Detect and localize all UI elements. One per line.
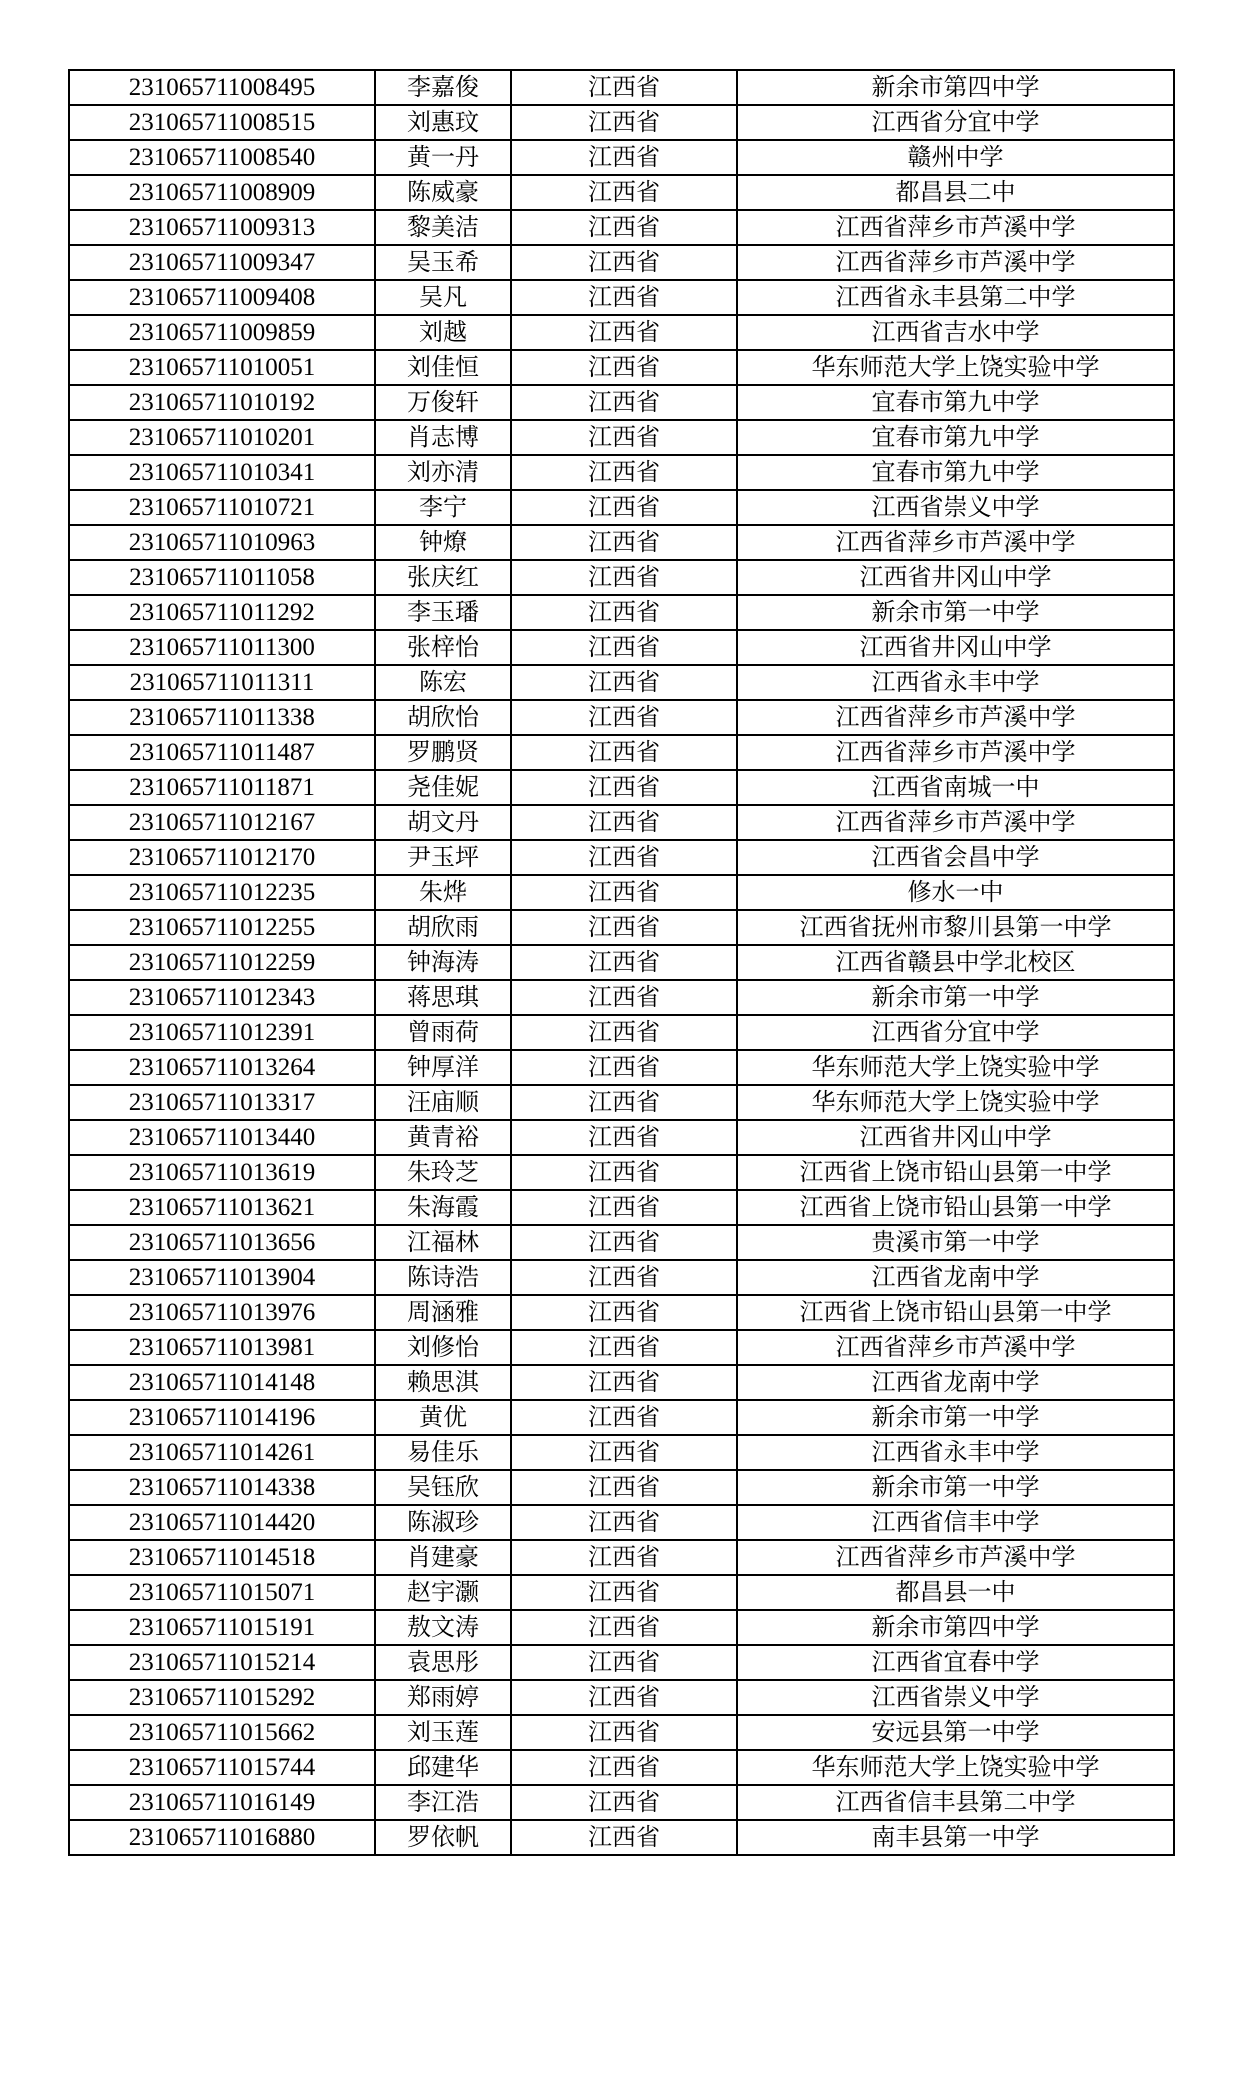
candidate-id-cell: 231065711011058 [69,560,375,595]
table-row [69,840,1174,875]
school-cell: 江西省分宜中学 [737,1015,1174,1050]
table-row [69,1260,1174,1295]
candidate-id-cell: 231065711011871 [69,770,375,805]
table-row [69,1015,1174,1050]
candidate-id-cell: 231065711010963 [69,525,375,560]
school-cell: 都昌县二中 [737,175,1174,210]
table-row [69,1785,1174,1820]
province-cell: 江西省 [511,875,737,910]
table-row [69,1400,1174,1435]
candidate-id-cell: 231065711015292 [69,1680,375,1715]
school-cell: 华东师范大学上饶实验中学 [737,350,1174,385]
province-cell: 江西省 [511,735,737,770]
student-name-cell: 陈威豪 [375,175,511,210]
table-row [69,175,1174,210]
student-name-cell: 尹玉坪 [375,840,511,875]
province-cell: 江西省 [511,1050,737,1085]
candidate-id-cell: 231065711015071 [69,1575,375,1610]
table-row [69,1610,1174,1645]
student-name-cell: 李嘉俊 [375,70,511,105]
student-name-cell: 黄优 [375,1400,511,1435]
province-cell: 江西省 [511,1225,737,1260]
table-row [69,1540,1174,1575]
school-cell: 江西省抚州市黎川县第一中学 [737,910,1174,945]
candidate-id-cell: 231065711009347 [69,245,375,280]
table-row [69,1645,1174,1680]
table-row [69,1330,1174,1365]
school-cell: 贵溪市第一中学 [737,1225,1174,1260]
province-cell: 江西省 [511,1715,737,1750]
province-cell: 江西省 [511,490,737,525]
table-row [69,945,1174,980]
candidate-id-cell: 231065711010721 [69,490,375,525]
candidate-id-cell: 231065711010341 [69,455,375,490]
candidate-id-cell: 231065711015214 [69,1645,375,1680]
province-cell: 江西省 [511,805,737,840]
candidate-id-cell: 231065711010201 [69,420,375,455]
student-name-cell: 胡文丹 [375,805,511,840]
school-cell: 华东师范大学上饶实验中学 [737,1050,1174,1085]
province-cell: 江西省 [511,1750,737,1785]
school-cell: 宜春市第九中学 [737,420,1174,455]
student-name-cell: 朱玲芝 [375,1155,511,1190]
school-cell: 江西省信丰中学 [737,1505,1174,1540]
student-name-cell: 万俊轩 [375,385,511,420]
table-row [69,1120,1174,1155]
school-cell: 江西省萍乡市芦溪中学 [737,1540,1174,1575]
table-row [69,140,1174,175]
table-row [69,1505,1174,1540]
table-row [69,1190,1174,1225]
student-name-cell: 黄一丹 [375,140,511,175]
student-name-cell: 蒋思琪 [375,980,511,1015]
table-row [69,805,1174,840]
school-cell: 赣州中学 [737,140,1174,175]
candidate-id-cell: 231065711013976 [69,1295,375,1330]
table-row [69,1225,1174,1260]
student-name-cell: 尧佳妮 [375,770,511,805]
student-name-cell: 赖思淇 [375,1365,511,1400]
province-cell: 江西省 [511,1680,737,1715]
student-name-cell: 吴钰欣 [375,1470,511,1505]
school-cell: 江西省井冈山中学 [737,630,1174,665]
province-cell: 江西省 [511,595,737,630]
candidate-id-cell: 231065711013440 [69,1120,375,1155]
province-cell: 江西省 [511,175,737,210]
province-cell: 江西省 [511,1260,737,1295]
province-cell: 江西省 [511,1610,737,1645]
table-row [69,1295,1174,1330]
school-cell: 江西省崇义中学 [737,1680,1174,1715]
table-row [69,1470,1174,1505]
table-row [69,560,1174,595]
candidate-id-cell: 231065711012259 [69,945,375,980]
candidate-id-cell: 231065711011338 [69,700,375,735]
province-cell: 江西省 [511,1645,737,1680]
school-cell: 江西省萍乡市芦溪中学 [737,245,1174,280]
province-cell: 江西省 [511,1330,737,1365]
student-name-cell: 罗鹏贤 [375,735,511,770]
province-cell: 江西省 [511,525,737,560]
candidate-id-cell: 231065711009408 [69,280,375,315]
province-cell: 江西省 [511,910,737,945]
province-cell: 江西省 [511,700,737,735]
school-cell: 宜春市第九中学 [737,455,1174,490]
province-cell: 江西省 [511,420,737,455]
candidate-id-cell: 231065711008515 [69,105,375,140]
province-cell: 江西省 [511,70,737,105]
candidate-id-cell: 231065711011311 [69,665,375,700]
student-name-cell: 刘佳恒 [375,350,511,385]
school-cell: 江西省吉水中学 [737,315,1174,350]
table-row [69,455,1174,490]
province-cell: 江西省 [511,245,737,280]
candidate-id-cell: 231065711012255 [69,910,375,945]
student-name-cell: 吴凡 [375,280,511,315]
candidate-id-cell: 231065711015662 [69,1715,375,1750]
province-cell: 江西省 [511,455,737,490]
school-cell: 华东师范大学上饶实验中学 [737,1085,1174,1120]
province-cell: 江西省 [511,665,737,700]
table-row [69,105,1174,140]
province-cell: 江西省 [511,1295,737,1330]
candidate-id-cell: 231065711014196 [69,1400,375,1435]
school-cell: 江西省萍乡市芦溪中学 [737,525,1174,560]
province-cell: 江西省 [511,1015,737,1050]
table-row [69,210,1174,245]
student-name-cell: 朱烨 [375,875,511,910]
candidate-id-cell: 231065711012167 [69,805,375,840]
province-cell: 江西省 [511,1120,737,1155]
table-row [69,910,1174,945]
candidate-id-cell: 231065711014420 [69,1505,375,1540]
roster-table [68,69,1175,1856]
province-cell: 江西省 [511,980,737,1015]
school-cell: 江西省井冈山中学 [737,1120,1174,1155]
school-cell: 江西省会昌中学 [737,840,1174,875]
table-row [69,630,1174,665]
candidate-id-cell: 231065711014148 [69,1365,375,1400]
province-cell: 江西省 [511,1540,737,1575]
school-cell: 新余市第一中学 [737,980,1174,1015]
candidate-id-cell: 231065711011487 [69,735,375,770]
student-name-cell: 郑雨婷 [375,1680,511,1715]
school-cell: 新余市第四中学 [737,70,1174,105]
school-cell: 江西省萍乡市芦溪中学 [737,1330,1174,1365]
school-cell: 江西省上饶市铅山县第一中学 [737,1190,1174,1225]
student-name-cell: 黄青裕 [375,1120,511,1155]
table-row [69,770,1174,805]
school-cell: 江西省永丰中学 [737,1435,1174,1470]
student-name-cell: 朱海霞 [375,1190,511,1225]
table-row [69,280,1174,315]
student-name-cell: 刘惠玟 [375,105,511,140]
student-name-cell: 刘修怡 [375,1330,511,1365]
school-cell: 华东师范大学上饶实验中学 [737,1750,1174,1785]
table-row [69,980,1174,1015]
school-cell: 江西省永丰中学 [737,665,1174,700]
candidate-id-cell: 231065711012343 [69,980,375,1015]
candidate-id-cell: 231065711012235 [69,875,375,910]
student-name-cell: 张庆红 [375,560,511,595]
candidate-id-cell: 231065711013264 [69,1050,375,1085]
table-row [69,1435,1174,1470]
school-cell: 安远县第一中学 [737,1715,1174,1750]
province-cell: 江西省 [511,630,737,665]
student-name-cell: 刘越 [375,315,511,350]
student-name-cell: 钟海涛 [375,945,511,980]
table-row [69,1820,1174,1855]
student-name-cell: 黎美洁 [375,210,511,245]
table-row [69,315,1174,350]
school-cell: 江西省萍乡市芦溪中学 [737,210,1174,245]
student-name-cell: 陈宏 [375,665,511,700]
school-cell: 宜春市第九中学 [737,385,1174,420]
student-name-cell: 李宁 [375,490,511,525]
table-row [69,385,1174,420]
candidate-id-cell: 231065711010051 [69,350,375,385]
candidate-id-cell: 231065711008540 [69,140,375,175]
school-cell: 新余市第一中学 [737,1400,1174,1435]
province-cell: 江西省 [511,1505,737,1540]
table-row [69,525,1174,560]
school-cell: 新余市第四中学 [737,1610,1174,1645]
province-cell: 江西省 [511,280,737,315]
student-name-cell: 敖文涛 [375,1610,511,1645]
province-cell: 江西省 [511,1400,737,1435]
school-cell: 江西省龙南中学 [737,1365,1174,1400]
student-name-cell: 张梓怡 [375,630,511,665]
student-name-cell: 赵宇灏 [375,1575,511,1610]
school-cell: 江西省上饶市铅山县第一中学 [737,1295,1174,1330]
school-cell: 新余市第一中学 [737,595,1174,630]
province-cell: 江西省 [511,1155,737,1190]
table-row [69,735,1174,770]
province-cell: 江西省 [511,1820,737,1855]
student-name-cell: 刘玉莲 [375,1715,511,1750]
student-name-cell: 胡欣雨 [375,910,511,945]
table-row [69,1575,1174,1610]
province-cell: 江西省 [511,560,737,595]
student-name-cell: 肖建豪 [375,1540,511,1575]
student-name-cell: 胡欣怡 [375,700,511,735]
student-name-cell: 邱建华 [375,1750,511,1785]
table-row [69,70,1174,105]
province-cell: 江西省 [511,770,737,805]
table-row [69,1715,1174,1750]
table-row [69,1155,1174,1190]
table-row [69,245,1174,280]
school-cell: 江西省赣县中学北校区 [737,945,1174,980]
student-name-cell: 袁思彤 [375,1645,511,1680]
candidate-id-cell: 231065711014338 [69,1470,375,1505]
candidate-id-cell: 231065711008909 [69,175,375,210]
candidate-id-cell: 231065711015744 [69,1750,375,1785]
candidate-id-cell: 231065711009859 [69,315,375,350]
school-cell: 江西省分宜中学 [737,105,1174,140]
province-cell: 江西省 [511,140,737,175]
school-cell: 江西省永丰县第二中学 [737,280,1174,315]
student-name-cell: 陈淑珍 [375,1505,511,1540]
candidate-id-cell: 231065711015191 [69,1610,375,1645]
table-row [69,875,1174,910]
school-cell: 江西省信丰县第二中学 [737,1785,1174,1820]
province-cell: 江西省 [511,1470,737,1505]
candidate-id-cell: 231065711013656 [69,1225,375,1260]
student-name-cell: 刘亦清 [375,455,511,490]
candidate-id-cell: 231065711012391 [69,1015,375,1050]
table-row [69,665,1174,700]
candidate-id-cell: 231065711016149 [69,1785,375,1820]
student-name-cell: 钟厚洋 [375,1050,511,1085]
province-cell: 江西省 [511,210,737,245]
student-name-cell: 周涵雅 [375,1295,511,1330]
province-cell: 江西省 [511,945,737,980]
province-cell: 江西省 [511,315,737,350]
province-cell: 江西省 [511,385,737,420]
candidate-id-cell: 231065711011292 [69,595,375,630]
school-cell: 修水一中 [737,875,1174,910]
student-name-cell: 易佳乐 [375,1435,511,1470]
table-row [69,700,1174,735]
student-name-cell: 曾雨荷 [375,1015,511,1050]
student-name-cell: 江福林 [375,1225,511,1260]
candidate-id-cell: 231065711014518 [69,1540,375,1575]
student-name-cell: 钟燎 [375,525,511,560]
school-cell: 江西省宜春中学 [737,1645,1174,1680]
school-cell: 江西省上饶市铅山县第一中学 [737,1155,1174,1190]
school-cell: 江西省萍乡市芦溪中学 [737,805,1174,840]
table-row [69,1750,1174,1785]
table-row [69,1365,1174,1400]
candidate-id-cell: 231065711013981 [69,1330,375,1365]
candidate-id-cell: 231065711016880 [69,1820,375,1855]
roster-body [69,70,1174,1855]
candidate-id-cell: 231065711011300 [69,630,375,665]
province-cell: 江西省 [511,1575,737,1610]
school-cell: 江西省井冈山中学 [737,560,1174,595]
candidate-id-cell: 231065711013904 [69,1260,375,1295]
school-cell: 江西省南城一中 [737,770,1174,805]
province-cell: 江西省 [511,1085,737,1120]
candidate-id-cell: 231065711012170 [69,840,375,875]
student-name-cell: 陈诗浩 [375,1260,511,1295]
table-row [69,490,1174,525]
province-cell: 江西省 [511,1435,737,1470]
student-name-cell: 李玉璠 [375,595,511,630]
school-cell: 江西省龙南中学 [737,1260,1174,1295]
table-row [69,1680,1174,1715]
candidate-id-cell: 231065711013317 [69,1085,375,1120]
province-cell: 江西省 [511,1190,737,1225]
school-cell: 江西省萍乡市芦溪中学 [737,700,1174,735]
candidate-id-cell: 231065711013619 [69,1155,375,1190]
school-cell: 江西省萍乡市芦溪中学 [737,735,1174,770]
school-cell: 都昌县一中 [737,1575,1174,1610]
student-name-cell: 李江浩 [375,1785,511,1820]
candidate-id-cell: 231065711013621 [69,1190,375,1225]
table-row [69,1050,1174,1085]
candidate-id-cell: 231065711008495 [69,70,375,105]
candidate-id-cell: 231065711014261 [69,1435,375,1470]
province-cell: 江西省 [511,105,737,140]
province-cell: 江西省 [511,1365,737,1400]
table-row [69,350,1174,385]
province-cell: 江西省 [511,350,737,385]
school-cell: 新余市第一中学 [737,1470,1174,1505]
table-row [69,420,1174,455]
student-name-cell: 肖志博 [375,420,511,455]
school-cell: 江西省崇义中学 [737,490,1174,525]
student-name-cell: 吴玉希 [375,245,511,280]
table-row [69,1085,1174,1120]
student-name-cell: 罗依帆 [375,1820,511,1855]
province-cell: 江西省 [511,840,737,875]
candidate-id-cell: 231065711010192 [69,385,375,420]
province-cell: 江西省 [511,1785,737,1820]
table-row [69,595,1174,630]
candidate-id-cell: 231065711009313 [69,210,375,245]
school-cell: 南丰县第一中学 [737,1820,1174,1855]
student-name-cell: 汪庙顺 [375,1085,511,1120]
